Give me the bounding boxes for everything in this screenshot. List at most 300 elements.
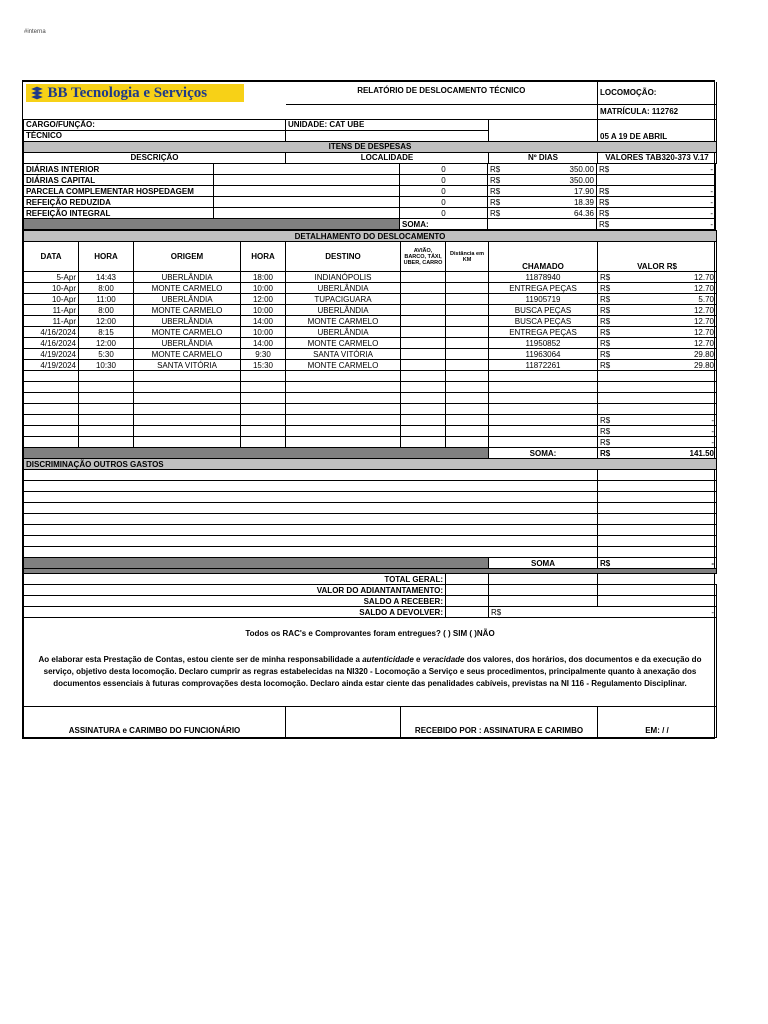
outros-descricao (24, 536, 598, 547)
row-valor (598, 272, 717, 283)
row-hora: 8:15 (79, 327, 134, 338)
row-hora-chegada: 15:30 (241, 360, 286, 371)
cargo-value: TÉCNICO (24, 130, 286, 141)
row-meio (401, 349, 446, 360)
row-chamado (489, 426, 598, 437)
deslocamento-row (24, 294, 717, 305)
row-distancia (446, 437, 489, 448)
deslocamento-row (24, 393, 717, 404)
row-valor (598, 305, 717, 316)
row-distancia (446, 272, 489, 283)
outros-descricao (24, 514, 598, 525)
row-valor (598, 382, 717, 393)
row-origem (134, 404, 241, 415)
header-blank (489, 119, 598, 141)
outros-row (24, 503, 717, 514)
row-destino (286, 371, 401, 382)
despesa-tabela (488, 164, 597, 175)
row-destino (286, 382, 401, 393)
despesa-tabela-valor: 17.90 (573, 186, 594, 196)
despesas-header-descricao: DESCRIÇÃO (24, 152, 286, 163)
row-chamado (489, 415, 598, 426)
despesas-section-title: ITENS DE DESPESAS (24, 141, 717, 152)
row-chamado: BUSCA PEÇAS (489, 305, 598, 316)
row-meio (401, 316, 446, 327)
row-chamado: ENTREGA PEÇAS (489, 327, 598, 338)
col-origem: ORIGEM (134, 242, 241, 272)
despesa-valor-amount: - (710, 164, 713, 174)
deslocamento-row (24, 415, 717, 426)
row-data: 4/16/2024 (24, 338, 79, 349)
despesa-localidade (214, 186, 400, 197)
row-hora-chegada (241, 382, 286, 393)
report-sheet (22, 80, 715, 739)
row-valor-currency: R$ (600, 360, 611, 370)
deslocamento-row (24, 316, 717, 327)
row-data (24, 371, 79, 382)
outros-valor (598, 547, 717, 558)
row-meio (401, 426, 446, 437)
row-valor-currency: R$ (600, 338, 611, 348)
row-origem: SANTA VITÓRIA (134, 360, 241, 371)
row-origem (134, 415, 241, 426)
unidade: UNIDADE: CAT UBE (286, 119, 489, 130)
deslocamento-row (24, 404, 717, 415)
row-destino: UBERLÂNDIA (286, 305, 401, 316)
outros-row (24, 547, 717, 558)
row-valor (598, 283, 717, 294)
despesa-dias: 0 (400, 197, 488, 208)
periodo: 05 A 19 DE ABRIL (598, 119, 717, 141)
row-meio (401, 415, 446, 426)
despesa-descricao: DIÁRIAS INTERIOR (24, 164, 214, 175)
row-valor (598, 294, 717, 305)
row-data: 11-Apr (24, 305, 79, 316)
row-origem (134, 426, 241, 437)
despesa-descricao: PARCELA COMPLEMENTAR HOSPEDAGEM (24, 186, 214, 197)
row-hora-chegada: 10:00 (241, 305, 286, 316)
col-hora: HORA (79, 242, 134, 272)
col-hora-chegada: HORA (241, 242, 286, 272)
row-distancia (446, 316, 489, 327)
despesa-dias: 0 (400, 175, 488, 186)
deslocamento-table (23, 230, 717, 738)
outros-valor (598, 514, 717, 525)
row-hora: 10:30 (79, 360, 134, 371)
despesas-soma-bar (24, 219, 400, 230)
despesa-valor-currency: R$ (599, 197, 610, 207)
cargo-label: CARGO/FUNÇÃO: (24, 119, 286, 130)
row-valor-amount: 5.70 (698, 294, 714, 304)
despesa-tabela-currency: R$ (490, 164, 501, 174)
deslocamento-row (24, 272, 717, 283)
row-meio (401, 305, 446, 316)
row-valor-amount: - (711, 426, 714, 436)
despesas-soma-currency: R$ (599, 219, 610, 229)
outros-row (24, 470, 717, 481)
despesa-descricao: DIÁRIAS CAPITAL (24, 175, 214, 186)
row-hora-chegada: 10:00 (241, 327, 286, 338)
despesa-valor-amount: - (710, 197, 713, 207)
row-hora-chegada (241, 426, 286, 437)
despesa-row (24, 164, 716, 175)
row-valor (598, 393, 717, 404)
row-distancia (446, 327, 489, 338)
row-hora: 5:30 (79, 349, 134, 360)
row-meio (401, 327, 446, 338)
outros-descricao (24, 492, 598, 503)
row-valor (598, 316, 717, 327)
declaration-text: Ao elaborar esta Prestação de Contas, estou ciente ser de minha responsabilidade a autenticidade e veracidade dos valores, dos horários, dos documentos e da execução do serviço, objetivo desta locomoção. Declaro cumprir as regras estabelecidas na NI320 - Locomoção a Serviço e seus procedimentos, principalmente quanto à anexação dos documentos essenciais à futuras comprovações desta locomoção. Declaro ainda estar ciente das penalidades cabíveis, previstas na NI 116 - Regulamento Disciplinar. (24, 638, 717, 707)
row-hora: 12:00 (79, 316, 134, 327)
outros-descricao (24, 547, 598, 558)
row-chamado (489, 437, 598, 448)
despesa-row (24, 175, 716, 186)
despesa-tabela (488, 186, 597, 197)
despesa-tabela-valor: 64.36 (573, 208, 594, 218)
totais-spacer-3 (598, 596, 717, 607)
row-meio (401, 272, 446, 283)
row-distancia (446, 382, 489, 393)
row-distancia (446, 415, 489, 426)
row-data: 5-Apr (24, 272, 79, 283)
row-data (24, 382, 79, 393)
despesa-tabela-valor: 350.00 (569, 164, 594, 174)
row-hora-chegada: 10:00 (241, 283, 286, 294)
outros-valor (598, 470, 717, 481)
deslocamento-soma-bar (24, 448, 489, 459)
row-hora (79, 426, 134, 437)
adiantamento-blank (446, 585, 489, 596)
row-destino: SANTA VITÓRIA (286, 349, 401, 360)
row-hora-chegada: 14:00 (241, 338, 286, 349)
row-valor-currency: R$ (600, 349, 611, 359)
row-data (24, 393, 79, 404)
row-chamado: 11963064 (489, 349, 598, 360)
saldo-receber-label: SALDO A RECEBER: (24, 596, 446, 607)
row-hora-chegada (241, 404, 286, 415)
row-destino (286, 393, 401, 404)
row-meio (401, 283, 446, 294)
row-valor (598, 371, 717, 382)
row-destino: MONTE CARMELO (286, 316, 401, 327)
row-hora-chegada (241, 437, 286, 448)
saldo-receber-value (489, 596, 598, 607)
row-meio (401, 404, 446, 415)
row-valor-currency: R$ (600, 327, 611, 337)
company-name: BB Tecnologia e Serviços (47, 84, 208, 101)
despesas-header-tab: VALORES TAB320-373 V.17 (598, 152, 717, 163)
row-hora (79, 437, 134, 448)
outros-soma-value (598, 558, 717, 569)
row-distancia (446, 294, 489, 305)
outros-descricao (24, 503, 598, 514)
row-origem (134, 371, 241, 382)
despesa-tabela-valor: 350.00 (569, 175, 594, 185)
row-data (24, 415, 79, 426)
deslocamento-row (24, 338, 717, 349)
unidade-blank (286, 130, 489, 141)
deslocamento-row (24, 382, 717, 393)
row-origem (134, 382, 241, 393)
saldo-devolver-currency: R$ (491, 607, 502, 617)
assinatura-funcionario: ASSINATURA e CARIMBO DO FUNCIONÁRIO (24, 707, 286, 738)
row-valor (598, 415, 717, 426)
outros-soma-amount: - (711, 558, 714, 568)
despesa-tabela-valor: 18.39 (573, 197, 594, 207)
total-geral-value (489, 574, 598, 585)
row-meio (401, 360, 446, 371)
despesa-localidade (214, 175, 400, 186)
outros-row (24, 492, 717, 503)
row-origem: MONTE CARMELO (134, 327, 241, 338)
row-origem (134, 437, 241, 448)
row-valor-amount: 12.70 (693, 316, 714, 326)
col-distancia: Distância em KM (446, 242, 489, 272)
row-valor-amount: 12.70 (693, 338, 714, 348)
row-valor-currency: R$ (600, 283, 611, 293)
saldo-receber-blank (446, 596, 489, 607)
row-chamado: 11872261 (489, 360, 598, 371)
saldo-devolver-label: SALDO A DEVOLVER: (24, 607, 446, 618)
despesa-tabela-currency: R$ (490, 208, 501, 218)
row-chamado (489, 404, 598, 415)
outros-row (24, 514, 717, 525)
despesa-row (24, 186, 716, 197)
despesa-dias: 0 (400, 164, 488, 175)
outros-soma-currency: R$ (600, 558, 611, 568)
bb-logo-icon (30, 86, 44, 100)
despesa-valor (597, 208, 716, 219)
row-valor-amount: - (711, 415, 714, 425)
row-origem: UBERLÂNDIA (134, 316, 241, 327)
saldo-devolver-blank (446, 607, 489, 618)
row-valor (598, 360, 717, 371)
row-valor-amount: 29.80 (693, 360, 714, 370)
despesa-valor-amount: - (710, 186, 713, 196)
row-hora-chegada: 18:00 (241, 272, 286, 283)
row-meio (401, 393, 446, 404)
outros-section-title: DISCRIMINAÇÃO OUTROS GASTOS (24, 459, 717, 470)
row-destino: MONTE CARMELO (286, 338, 401, 349)
despesa-tabela (488, 208, 597, 219)
despesas-soma-value (597, 219, 716, 230)
row-hora: 11:00 (79, 294, 134, 305)
row-data (24, 404, 79, 415)
despesa-tabela-currency: R$ (490, 175, 501, 185)
row-destino: UBERLÂNDIA (286, 283, 401, 294)
logo-cell (24, 82, 286, 104)
row-valor-currency: R$ (600, 294, 611, 304)
despesa-valor (597, 175, 716, 186)
row-distancia (446, 404, 489, 415)
row-origem: UBERLÂNDIA (134, 294, 241, 305)
outros-valor (598, 536, 717, 547)
row-chamado: 11950852 (489, 338, 598, 349)
row-distancia (446, 349, 489, 360)
row-destino (286, 426, 401, 437)
outros-valor (598, 525, 717, 536)
despesas-soma-label: SOMA: (400, 219, 488, 230)
row-hora (79, 382, 134, 393)
assinatura-blank (286, 707, 401, 738)
row-valor (598, 426, 717, 437)
row-destino (286, 415, 401, 426)
row-hora-chegada (241, 415, 286, 426)
col-destino: DESTINO (286, 242, 401, 272)
row-hora (79, 404, 134, 415)
outros-row (24, 481, 717, 492)
deslocamento-row (24, 371, 717, 382)
outros-row (24, 525, 717, 536)
despesa-tabela (488, 175, 597, 186)
row-chamado: ENTREGA PEÇAS (489, 283, 598, 294)
outros-row (24, 536, 717, 547)
company-logo (26, 84, 244, 102)
outros-valor (598, 481, 717, 492)
data-recebimento: EM: / / (598, 707, 717, 738)
row-valor-amount: 12.70 (693, 283, 714, 293)
row-distancia (446, 283, 489, 294)
col-chamado: CHAMADO (489, 242, 598, 272)
deslocamento-row (24, 426, 717, 437)
despesa-localidade (214, 197, 400, 208)
row-valor (598, 404, 717, 415)
row-destino: INDIANÓPOLIS (286, 272, 401, 283)
row-hora-chegada: 12:00 (241, 294, 286, 305)
row-hora (79, 415, 134, 426)
row-chamado (489, 382, 598, 393)
row-destino: UBERLÂNDIA (286, 327, 401, 338)
row-valor-amount: 12.70 (693, 305, 714, 315)
row-valor-amount: 12.70 (693, 327, 714, 337)
despesas-soma-amount: - (710, 219, 713, 229)
row-origem: MONTE CARMELO (134, 283, 241, 294)
row-origem: UBERLÂNDIA (134, 272, 241, 283)
row-meio (401, 437, 446, 448)
row-valor (598, 327, 717, 338)
deslocamento-row (24, 360, 717, 371)
racs-question: Todos os RAC's e Comprovantes foram entregues? ( ) SIM ( )NÃO (24, 618, 717, 639)
header-spacer (24, 104, 598, 119)
row-valor-amount: 12.70 (693, 272, 714, 282)
row-hora: 8:00 (79, 283, 134, 294)
despesa-valor-currency: R$ (599, 186, 610, 196)
row-meio (401, 371, 446, 382)
row-data: 4/19/2024 (24, 360, 79, 371)
row-distancia (446, 360, 489, 371)
row-valor-currency: R$ (600, 415, 611, 425)
totais-spacer-1 (598, 574, 717, 585)
despesa-tabela-currency: R$ (490, 186, 501, 196)
row-origem (134, 393, 241, 404)
deslocamento-row (24, 283, 717, 294)
outros-descricao (24, 481, 598, 492)
deslocamento-soma-amount: 141.50 (689, 448, 714, 458)
despesa-valor (597, 186, 716, 197)
row-data: 10-Apr (24, 294, 79, 305)
row-origem: MONTE CARMELO (134, 349, 241, 360)
deslocamento-row (24, 437, 717, 448)
despesa-valor (597, 197, 716, 208)
row-origem: MONTE CARMELO (134, 305, 241, 316)
despesa-valor (597, 164, 716, 175)
row-data (24, 437, 79, 448)
row-distancia (446, 305, 489, 316)
row-chamado: 11878940 (489, 272, 598, 283)
despesa-dias: 0 (400, 208, 488, 219)
deslocamento-row (24, 305, 717, 316)
saldo-devolver-amount: - (711, 607, 714, 617)
row-hora: 12:00 (79, 338, 134, 349)
row-valor-currency: R$ (600, 437, 611, 447)
despesa-valor-currency: R$ (599, 208, 610, 218)
outros-descricao (24, 525, 598, 536)
col-valor: VALOR R$ (598, 242, 717, 272)
row-meio (401, 382, 446, 393)
row-origem: UBERLÂNDIA (134, 338, 241, 349)
row-hora-chegada: 14:00 (241, 316, 286, 327)
row-destino: MONTE CARMELO (286, 360, 401, 371)
despesas-header-dias: Nº DIAS (489, 152, 598, 163)
despesa-localidade (214, 164, 400, 175)
row-valor-amount: 29.80 (693, 349, 714, 359)
classification-label: #interna (24, 29, 46, 35)
recebido-por: RECEBIDO POR : ASSINATURA E CARIMBO (401, 707, 598, 738)
despesa-descricao: REFEIÇÃO INTEGRAL (24, 208, 214, 219)
col-data: DATA (24, 242, 79, 272)
deslocamento-soma-currency: R$ (600, 448, 611, 458)
row-data: 4/19/2024 (24, 349, 79, 360)
matricula: MATRÍCULA: 112762 (598, 104, 717, 119)
despesas-header-localidade: LOCALIDADE (286, 152, 489, 163)
deslocamento-row (24, 327, 717, 338)
row-distancia (446, 371, 489, 382)
despesa-row (24, 197, 716, 208)
row-distancia (446, 393, 489, 404)
row-chamado (489, 393, 598, 404)
report-table (23, 82, 717, 164)
despesa-valor-currency: R$ (599, 164, 610, 174)
report-title: RELATÓRIO DE DESLOCAMENTO TÉCNICO (286, 82, 598, 104)
row-hora-chegada (241, 393, 286, 404)
row-valor (598, 338, 717, 349)
outros-soma-label: SOMA (489, 558, 598, 569)
deslocamento-soma-label: SOMA: (489, 448, 598, 459)
despesa-dias: 0 (400, 186, 488, 197)
row-valor-amount: - (711, 437, 714, 447)
row-destino: TUPACIGUARA (286, 294, 401, 305)
row-destino (286, 404, 401, 415)
locomocao-label: LOCOMOÇÃO: (598, 82, 717, 104)
outros-valor (598, 503, 717, 514)
outros-soma-bar (24, 558, 489, 569)
row-valor-currency: R$ (600, 316, 611, 326)
deslocamento-row (24, 349, 717, 360)
despesa-localidade (214, 208, 400, 219)
despesa-row (24, 208, 716, 219)
totais-spacer-2 (598, 585, 717, 596)
row-destino (286, 437, 401, 448)
deslocamento-soma-value (598, 448, 717, 459)
row-valor-currency: R$ (600, 272, 611, 282)
row-chamado: 11905719 (489, 294, 598, 305)
total-geral-blank (446, 574, 489, 585)
despesas-soma-blank (488, 219, 597, 230)
row-meio (401, 338, 446, 349)
adiantamento-value (489, 585, 598, 596)
row-hora-chegada (241, 371, 286, 382)
